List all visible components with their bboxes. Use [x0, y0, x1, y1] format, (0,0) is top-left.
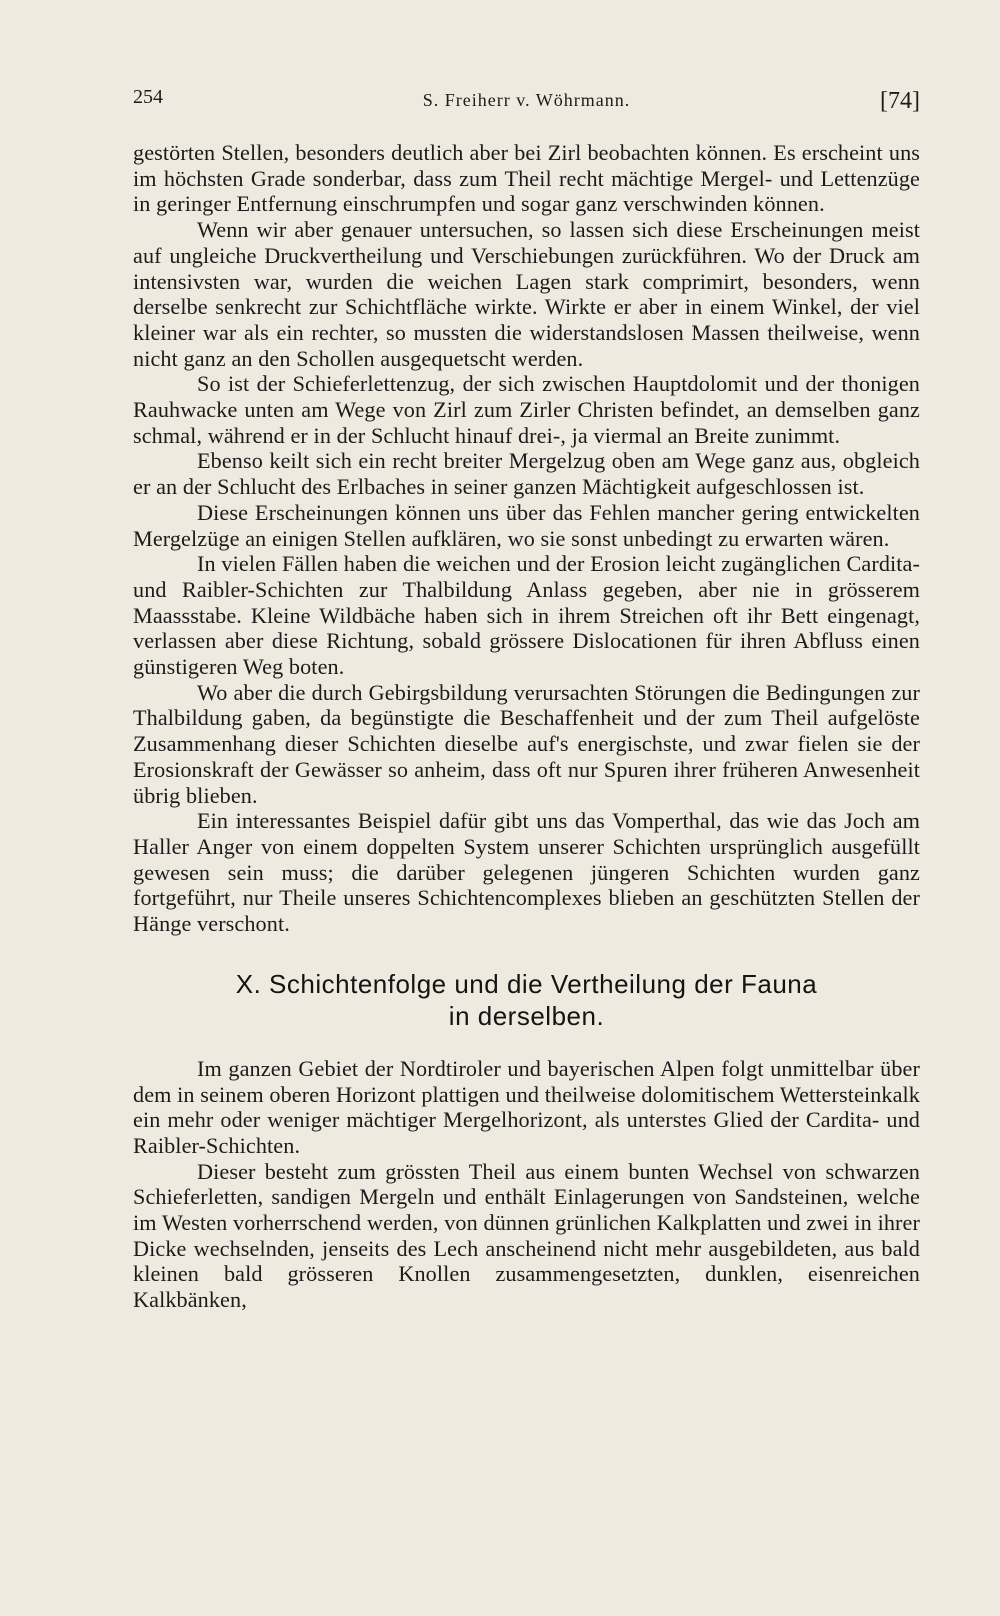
paragraph: Dieser besteht zum grössten Theil aus einem bunten Wechsel von schwarzen Schieferletten, sandigen Mergeln und enthält Einlagerungen von Sandsteinen, welche im Westen vorherrschend werden, von dünnen grünlichen Kalkplatten und zwei in ihrer Dicke wechselnden, jenseits des Lech anscheinend nicht mehr ausgebildeten, aus bald kleinen bald grösseren Knollen zusammengesetzten, dunklen, eisenreichen Kalkbänken, — [133, 1158, 920, 1313]
paragraph: So ist der Schieferlettenzug, der sich zwischen Hauptdolomit und der thonigen Rauhwacke unten am Wege von Zirl zum Zirler Christen befindet, an demselben ganz schmal, während er in der Schlucht hinauf drei-, ja viermal an Breite zunimmt. — [133, 371, 920, 448]
page-number: 254 — [133, 86, 163, 108]
page-header — [133, 82, 920, 126]
paragraph: In vielen Fällen haben die weichen und der Erosion leicht zugänglichen Cardita- und Raibler-Schichten zur Thalbildung Anlass gegeben, aber nie in grösserem Maassstabe. Kleine Wildbäche haben sich in ihrem Streichen oft ihr Bett eingenagt, verlassen aber diese Richtung, sobald grössere Dislocationen für ihren Abfluss einen günstigeren Weg boten. — [133, 551, 920, 680]
body-text — [133, 140, 920, 1313]
original-page-number: [74] — [880, 88, 920, 114]
section-heading-line: X. Schichtenfolge und die Vertheilung der Fauna — [235, 968, 818, 999]
running-head: S. Freiherr v. Wöhrmann. — [422, 90, 631, 110]
paragraph: gestörten Stellen, besonders deutlich aber bei Zirl beobachten können. Es erscheint uns im höchsten Grade sonderbar, dass zum Theil recht mächtige Mergel- und Lettenzüge in geringer Entfernung einschrumpfen und sogar ganz verschwinden können. — [133, 140, 920, 217]
paragraph: Diese Erscheinungen können uns über das Fehlen mancher gering entwickelten Mergelzüge an einigen Stellen aufklären, wo sie sonst unbedingt zu erwarten wären. — [133, 499, 920, 551]
paragraph: Ein interessantes Beispiel dafür gibt uns das Vomperthal, das wie das Joch am Haller Anger von einem doppelten System unserer Schichten ursprünglich ausgefüllt gewesen sein muss; die darüber gelegenen jüngeren Schichten wurden ganz fortgeführt, nur Theile unseres Schichtencomplexes blieben an geschützten Stellen der Hänge verschont. — [133, 808, 920, 937]
section-heading — [133, 968, 920, 1032]
section-heading-line: in derselben. — [448, 1000, 605, 1031]
paragraph: Wenn wir aber genauer untersuchen, so lassen sich diese Erscheinungen meist auf ungleiche Druckvertheilung und Verschiebungen zurückführen. Wo der Druck am intensivsten war, wurden die weichen Lagen stark comprimirt, besonders, wenn derselbe senkrecht zur Schichtfläche wirkte. Wirkte er aber in einem Winkel, der viel kleiner war als ein rechter, so mussten die widerstandslosen Massen theilweise, wenn nicht ganz an den Schollen ausgequetscht werden. — [133, 217, 920, 371]
paragraph: Wo aber die durch Gebirgsbildung verursachten Störungen die Bedingungen zur Thalbildung gaben, da begünstigte die Beschaffenheit und der zum Theil aufgelöste Zusammenhang dieser Schichten dieselbe auf's energischste, und zwar fielen sie der Erosionskraft der Gewässer so anheim, dass oft nur Spuren ihrer früheren Anwesenheit übrig blieben. — [133, 679, 920, 808]
paragraph: Im ganzen Gebiet der Nordtiroler und bayerischen Alpen folgt unmittelbar über dem in seinem oberen Horizont plattigen und theilweise dolomitischem Wettersteinkalk ein mehr oder weniger mächtiger Mergelhorizont, als unterstes Glied der Cardita- und Raibler-Schichten. — [133, 1055, 920, 1158]
paragraph: Ebenso keilt sich ein recht breiter Mergelzug oben am Wege ganz aus, obgleich er an der Schlucht des Erlbaches in seiner ganzen Mächtigkeit aufgeschlossen ist. — [133, 448, 920, 500]
